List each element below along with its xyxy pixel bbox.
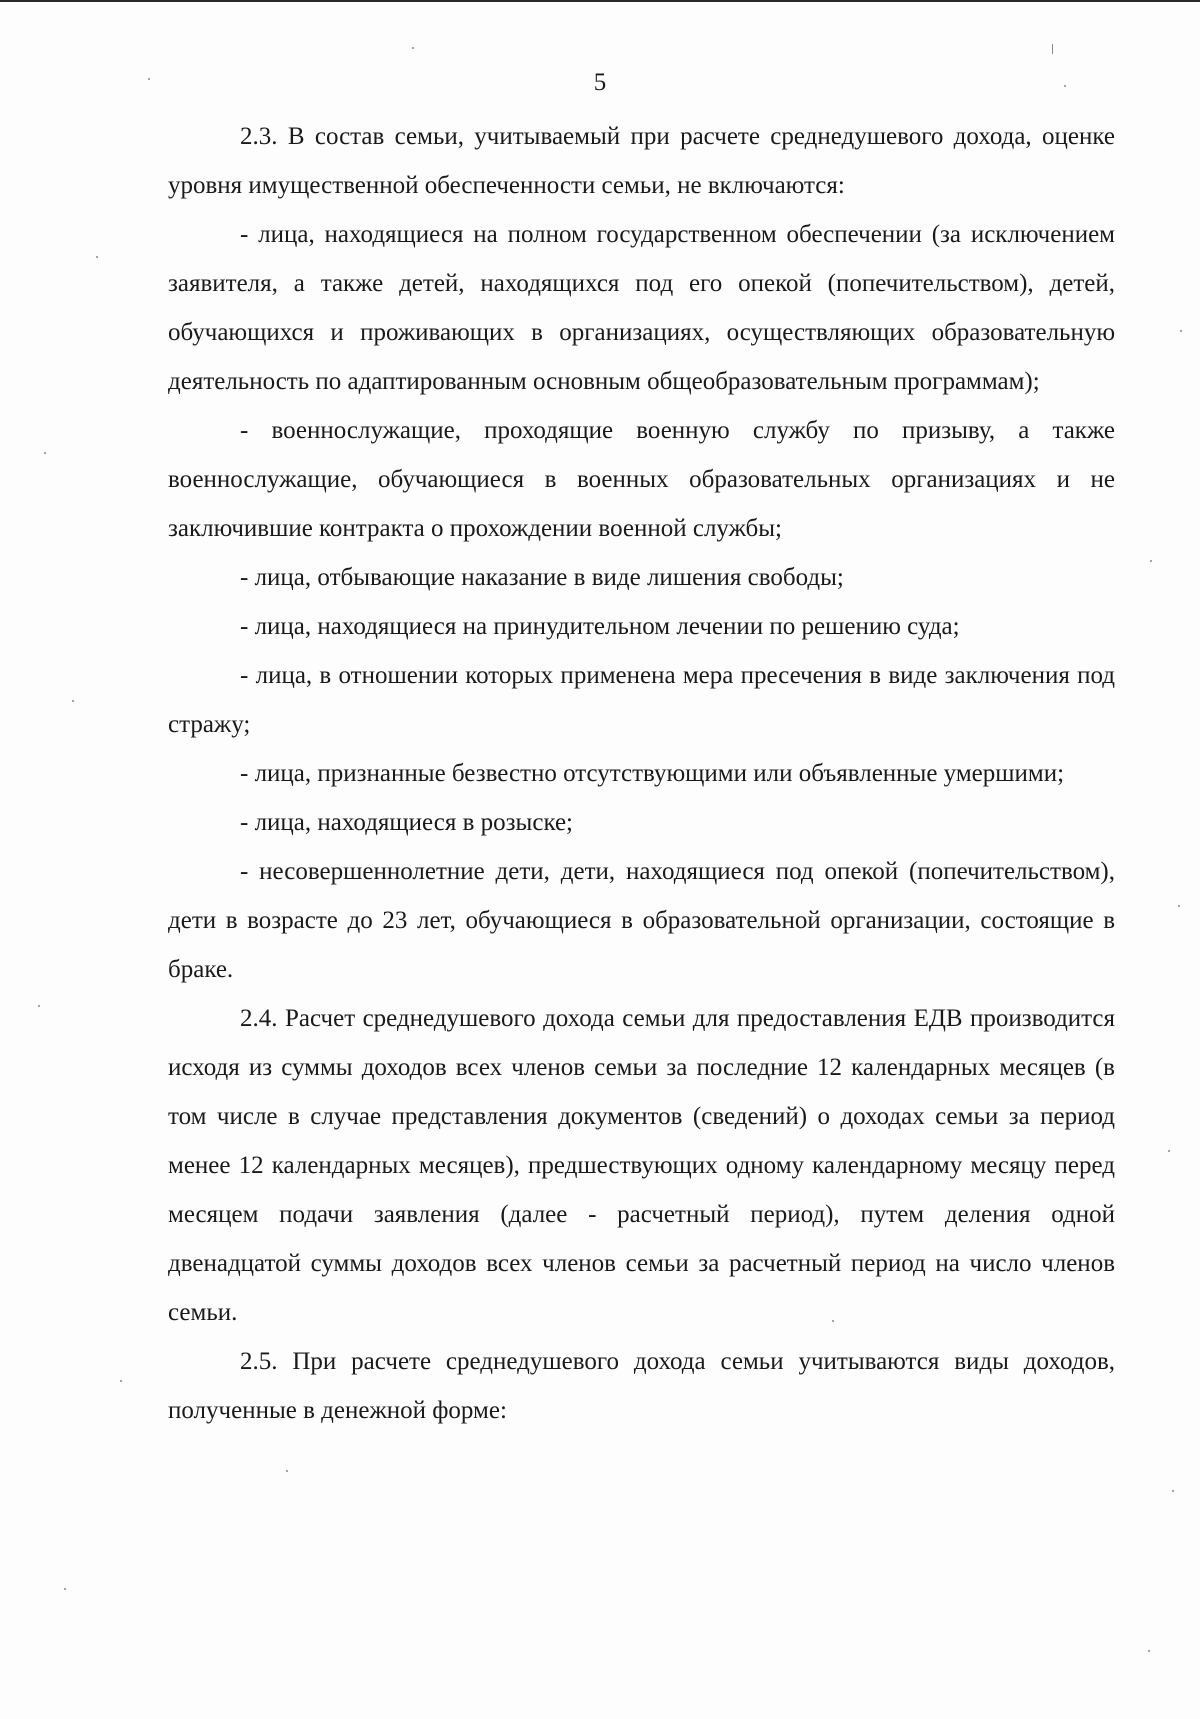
list-item-imprisoned: - лица, отбывающие наказание в виде лишения свободы; bbox=[240, 564, 844, 591]
list-item-military-servicemen: - военнослужащие, проходящие военную службу по призыву, а также военнослужащие, обучающиеся в военных образовательных организациях и не заключившие контракта о прохождении военной службы; bbox=[168, 417, 1115, 542]
paragraph-2-3: 2.3. В состав семьи, учитываемый при расчете среднедушевого дохода, оценке уровня имущественной обеспеченности семьи, не включаются: bbox=[168, 123, 1115, 199]
scan-top-edge bbox=[0, 0, 1200, 2]
document-body bbox=[168, 112, 1115, 1435]
list-item-married-children: - несовершеннолетние дети, дети, находящиеся под опекой (попечительством), дети в возрасте до 23 лет, обучающиеся в образовательной организации, состоящие в браке. bbox=[168, 858, 1115, 983]
list-item-state-support: - лица, находящиеся на полном государственном обеспечении (за исключением заявителя, а также детей, находящихся под его опекой (попечительством), детей, обучающихся и проживающих в организациях, осуществляющих образовательную деятельность по адаптированным основным общеобразовательным программам); bbox=[168, 221, 1115, 395]
list-item-missing-or-deceased: - лица, признанные безвестно отсутствующими или объявленные умершими; bbox=[240, 760, 1065, 787]
list-item-wanted: - лица, находящиеся в розыске; bbox=[240, 809, 574, 836]
paragraph-2-5: 2.5. При расчете среднедушевого дохода семьи учитываются виды доходов, полученные в денежной форме: bbox=[168, 1348, 1115, 1424]
page-number: 5 bbox=[593, 69, 607, 96]
list-item-compulsory-treatment: - лица, находящиеся на принудительном лечении по решению суда; bbox=[240, 613, 960, 640]
paragraph-2-4: 2.4. Расчет среднедушевого дохода семьи для предоставления ЕДВ производится исходя из суммы доходов всех членов семьи за последние 12 календарных месяцев (в том числе в случае представления документов (сведений) о доходах семьи за период менее 12 календарных месяцев), предшествующих одному календарному месяцу перед месяцем подачи заявления (далее - расчетный период), путем деления одной двенадцатой суммы доходов всех членов семьи за расчетный период на число членов семьи. bbox=[168, 1005, 1115, 1326]
list-item-in-custody: - лица, в отношении которых применена мера пресечения в виде заключения под стражу; bbox=[168, 662, 1115, 738]
